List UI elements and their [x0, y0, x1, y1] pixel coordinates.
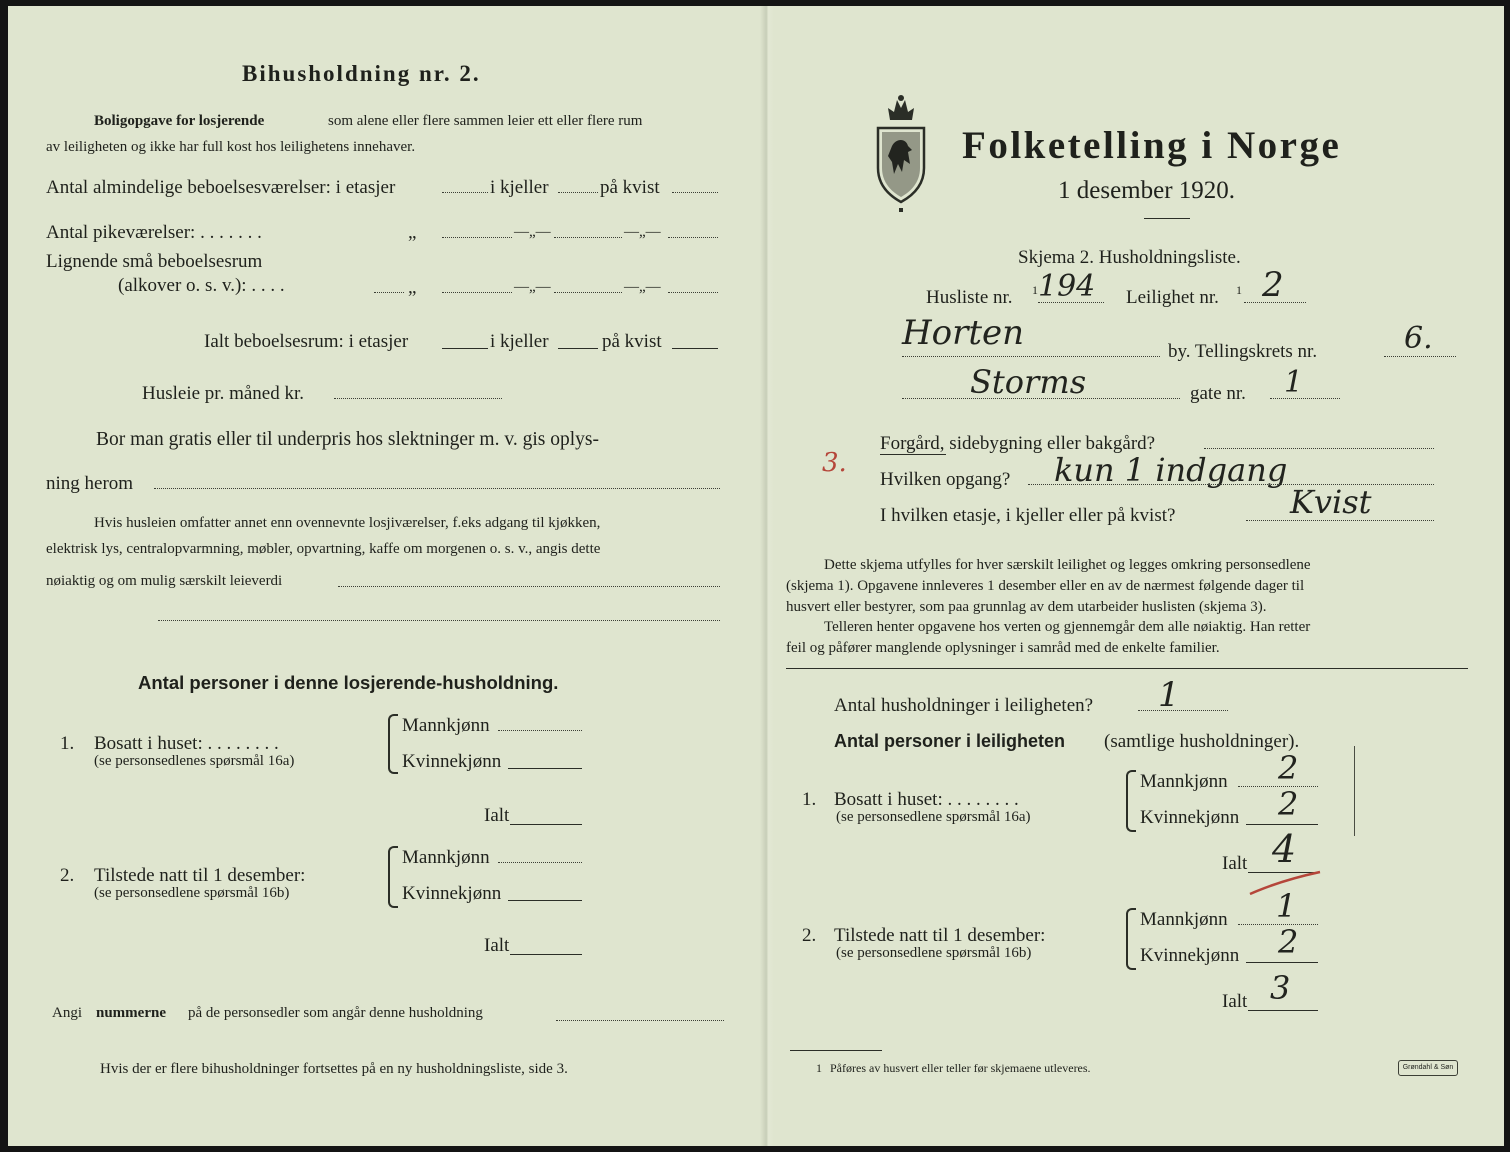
- left-q1-kvinne-field[interactable]: [508, 768, 582, 769]
- right-q1-num: 1.: [802, 789, 817, 810]
- ditto-dash: —„—: [624, 224, 661, 240]
- census-form-sheet: [8, 6, 1504, 1146]
- right-q2-kvinne-field[interactable]: [1246, 962, 1318, 963]
- right-q1-kvinne-value[interactable]: 2: [1278, 785, 1299, 823]
- form-title: Folketelling i Norge: [962, 124, 1342, 167]
- left-q1-sub: (se personsedlenes spørsmål 16a): [94, 753, 295, 769]
- info-line-4: Telleren henter opgavene hos verten og gjennemgår dem alle nøiaktig. Han retter: [824, 619, 1311, 635]
- husliste-label: Husliste nr.: [926, 287, 1013, 308]
- right-q2-num: 2.: [802, 925, 817, 946]
- opgang-value[interactable]: kun 1 indgang: [1054, 451, 1288, 489]
- husliste-value[interactable]: 194: [1038, 269, 1096, 304]
- angi-bold: nummerne: [96, 1005, 166, 1021]
- leilighet-field[interactable]: [1244, 302, 1306, 303]
- left-q2-ialt-label: Ialt: [484, 935, 510, 956]
- right-q1-sub: (se personsedlene spørsmål 16a): [836, 809, 1031, 825]
- by-tellingskrets-label: by. Tellingskrets nr.: [1168, 341, 1318, 362]
- leieverdi-field[interactable]: [338, 586, 720, 587]
- left-q1-num: 1.: [60, 733, 75, 754]
- pike-field-2[interactable]: [554, 237, 622, 238]
- angi-pre: Angi: [52, 1005, 82, 1021]
- intro-bold: Boligopgave for losjerende: [94, 113, 265, 129]
- right-q2-brace: [1126, 908, 1136, 970]
- coat-of-arms-lion-icon: [868, 90, 934, 218]
- forgard-label: Forgård, sidebygning eller bakgård?: [880, 433, 1156, 454]
- form-date: 1 desember 1920.: [1058, 177, 1236, 204]
- left-q2-kvinne-label: Kvinnekjønn: [402, 883, 502, 904]
- krets-value[interactable]: 6.: [1404, 321, 1433, 356]
- bor-line-2: ning herom: [46, 473, 134, 494]
- alkover-field-1[interactable]: [442, 292, 512, 293]
- antal-almindelige-label: Antal almindelige beboelsesværelser: i etasjer: [46, 177, 396, 198]
- kvist-field[interactable]: [672, 192, 718, 193]
- krets-field[interactable]: [1384, 356, 1456, 357]
- right-q2-mann-value[interactable]: 1: [1276, 887, 1297, 925]
- right-q2-kvinne-label: Kvinnekjønn: [1140, 945, 1240, 966]
- ditto-dash: —„—: [624, 279, 661, 295]
- street-value[interactable]: Storms: [970, 363, 1087, 401]
- city-value[interactable]: Horten: [902, 313, 1025, 353]
- left-q2-num: 2.: [60, 865, 75, 886]
- husleie-label: Husleie pr. måned kr.: [142, 383, 304, 404]
- alkover-label: (alkover o. s. v.): . . . .: [118, 275, 285, 296]
- right-q1-label: Bosatt i huset: . . . . . . . .: [834, 789, 1019, 810]
- right-q1-kvinne-label: Kvinnekjønn: [1140, 807, 1240, 828]
- pike-field-3[interactable]: [668, 237, 718, 238]
- ialt-etasjer-field[interactable]: [442, 348, 488, 349]
- kjeller-field[interactable]: [558, 192, 598, 193]
- antal-husholdninger-field[interactable]: [1138, 710, 1228, 711]
- pike-field-1[interactable]: [442, 237, 512, 238]
- right-q1-mann-value[interactable]: 2: [1278, 749, 1299, 787]
- street-field[interactable]: [902, 398, 1180, 399]
- left-q2-brace: [388, 846, 398, 908]
- alkover-field-0[interactable]: [374, 292, 404, 293]
- margin-mark: 3.: [822, 448, 847, 478]
- husliste-field[interactable]: [1038, 302, 1104, 303]
- i-kjeller-label: i kjeller: [490, 177, 549, 198]
- right-q2-mann-label: Mannkjønn: [1140, 909, 1228, 930]
- forgard-field[interactable]: [1204, 448, 1434, 449]
- hvis-line-3: nøiaktig og om mulig særskilt leieverdi: [46, 573, 283, 589]
- ditto-mark: „: [408, 222, 417, 243]
- husleie-field[interactable]: [334, 398, 502, 399]
- info-line-5: feil og påfører manglende oplysninger i samråd med de enkelte familier.: [786, 640, 1220, 656]
- left-q2-ialt-field[interactable]: [510, 954, 582, 955]
- left-q2-sub: (se personsedlene spørsmål 16b): [94, 885, 290, 901]
- left-q1-label: Bosatt i huset: . . . . . . . .: [94, 733, 279, 754]
- leilighet-value[interactable]: 2: [1262, 265, 1284, 305]
- leieverdi-field-2[interactable]: [158, 620, 720, 621]
- gate-nr-label: gate nr.: [1190, 383, 1246, 404]
- left-q1-ialt-label: Ialt: [484, 805, 510, 826]
- antal-personer-leilighet: Antal personer i leiligheten: [834, 731, 1066, 751]
- left-q2-mann-label: Mannkjønn: [402, 847, 490, 868]
- left-q1-ialt-field[interactable]: [510, 824, 582, 825]
- right-q1-brace: [1126, 770, 1136, 832]
- ialt-kjeller-field[interactable]: [558, 348, 598, 349]
- antal-husholdninger-value[interactable]: 1: [1158, 675, 1180, 715]
- section-divider: [786, 668, 1468, 669]
- margin-pencil-stroke: [1354, 746, 1355, 836]
- right-q2-ialt-label: Ialt: [1222, 991, 1248, 1012]
- bor-field[interactable]: [154, 488, 720, 489]
- left-title: Bihusholdning nr. 2.: [242, 61, 481, 86]
- alkover-field-3[interactable]: [668, 292, 718, 293]
- opgang-label: Hvilken opgang?: [880, 469, 1011, 490]
- lignende-label: Lignende små beboelsesrum: [46, 251, 263, 272]
- leilighet-label: Leilighet nr.: [1126, 287, 1219, 308]
- gate-value[interactable]: 1: [1284, 365, 1304, 400]
- angi-field[interactable]: [556, 1020, 724, 1021]
- left-q1-mann-field[interactable]: [498, 730, 582, 731]
- antal-personer-heading: Antal personer i denne losjerende-husholdning.: [138, 672, 559, 693]
- husliste-sup: 1: [1032, 283, 1038, 297]
- leilighet-sup: 1: [1236, 283, 1242, 297]
- info-line-3: husvert eller bestyrer, som paa grunnlag av dem utarbeider huslisten (skjema 3).: [786, 599, 1267, 615]
- ditto-mark: „: [408, 277, 417, 298]
- alkover-field-2[interactable]: [554, 292, 622, 293]
- left-q2-label: Tilstede natt til 1 desember:: [94, 865, 306, 886]
- ialt-kvist-field[interactable]: [672, 348, 718, 349]
- etasje-value[interactable]: Kvist: [1290, 483, 1372, 521]
- hvis-line-2: elektrisk lys, centralopvarmning, møbler, opvartning, kaffe om morgenen o. s. v., angis dette: [46, 541, 601, 557]
- title-rule: [1144, 218, 1190, 219]
- etasje-label: I hvilken etasje, i kjeller eller på kvist?: [880, 505, 1176, 526]
- paa-kvist-label: på kvist: [602, 331, 662, 352]
- right-q1-mann-label: Mannkjønn: [1140, 771, 1228, 792]
- ditto-dash: —„—: [514, 224, 551, 240]
- antal-personer-samtlige: (samtlige husholdninger).: [1104, 731, 1300, 752]
- info-line-1: Dette skjema utfylles for hver særskilt leilighet og legges omkring personsedlene: [824, 557, 1311, 573]
- footnote-text: Påføres av husvert eller teller før skjemaene utleveres.: [830, 1061, 1091, 1075]
- right-q2-ialt-field[interactable]: [1248, 1010, 1318, 1011]
- i-kjeller-label: i kjeller: [490, 331, 549, 352]
- bor-line-1: Bor man gratis eller til underpris hos slektninger m. v. gis oplys-: [96, 429, 599, 450]
- paa-kvist-label: på kvist: [600, 177, 660, 198]
- hvis-line-1: Hvis husleien omfatter annet enn ovennevnte losjiværelser, f.eks adgang til kjøkken,: [94, 515, 601, 531]
- antal-husholdninger-label: Antal husholdninger i leiligheten?: [834, 695, 1094, 716]
- angi-post: på de personsedler som angår denne husholdning: [188, 1005, 483, 1021]
- right-q1-ialt-value[interactable]: 4: [1272, 827, 1297, 871]
- right-q2-label: Tilstede natt til 1 desember:: [834, 925, 1046, 946]
- printer-stamp: Grøndahl & Søn: [1398, 1060, 1458, 1076]
- forgard-underline: [880, 454, 946, 455]
- etasjer-field[interactable]: [442, 192, 488, 193]
- left-q1-mann-label: Mannkjønn: [402, 715, 490, 736]
- right-q2-ialt-value[interactable]: 3: [1270, 969, 1291, 1007]
- right-q2-kvinne-value[interactable]: 2: [1278, 923, 1299, 961]
- left-footer: Hvis der er flere bihusholdninger fortsettes på en ny husholdningsliste, side 3.: [100, 1061, 568, 1077]
- right-q1-kvinne-field[interactable]: [1246, 824, 1318, 825]
- intro-rest-2: av leiligheten og ikke har full kost hos leilighetens innehaver.: [46, 139, 416, 155]
- opgang-field[interactable]: [1028, 484, 1434, 485]
- skjema-label: Skjema 2. Husholdningsliste.: [1018, 247, 1241, 268]
- footnote-mark: 1: [816, 1061, 822, 1075]
- right-q2-sub: (se personsedlene spørsmål 16b): [836, 945, 1032, 961]
- etasje-field[interactable]: [1246, 520, 1434, 521]
- left-q2-kvinne-field[interactable]: [508, 900, 582, 901]
- gate-field[interactable]: [1270, 398, 1340, 399]
- footnote-rule: [790, 1050, 882, 1051]
- ialt-beboelse-label: Ialt beboelsesrum: i etasjer: [204, 331, 409, 352]
- left-q2-mann-field[interactable]: [498, 862, 582, 863]
- city-field[interactable]: [902, 356, 1160, 357]
- intro-rest-1: som alene eller flere sammen leier ett eller flere rum: [328, 113, 643, 129]
- right-q1-ialt-label: Ialt: [1222, 853, 1248, 874]
- ditto-dash: —„—: [514, 279, 551, 295]
- left-q1-brace: [388, 714, 398, 774]
- pikevaerelser-label: Antal pikeværelser: . . . . . . .: [46, 222, 262, 243]
- left-q1-kvinne-label: Kvinnekjønn: [402, 751, 502, 772]
- info-line-2: (skjema 1). Opgavene innleveres 1 desember eller en av de nærmest følgende dager til: [786, 578, 1305, 594]
- page-fold: [760, 6, 774, 1146]
